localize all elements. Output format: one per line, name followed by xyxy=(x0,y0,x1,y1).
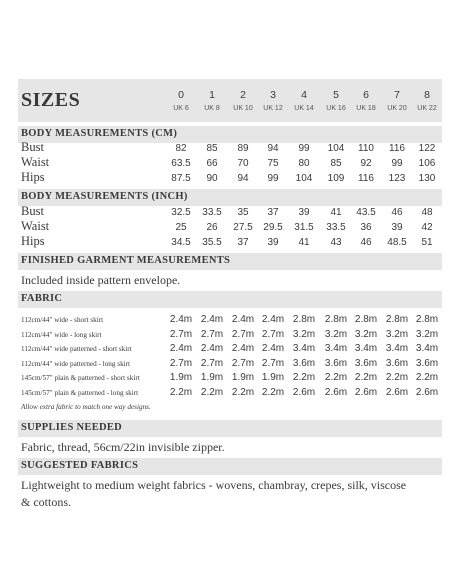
fabric-amount: 2.6m xyxy=(292,387,316,398)
size-number: 8 xyxy=(424,89,430,101)
measurement-label: Bust xyxy=(21,140,44,154)
measurement-value: 29.5 xyxy=(263,222,283,233)
section-suggested xyxy=(18,458,442,475)
fabric-amount: 2.2m xyxy=(354,372,378,384)
fabric-row-label: 145cm/57" plain & patterned - short skirt xyxy=(21,374,140,383)
fabric-amount: 2.2m xyxy=(415,372,439,384)
fabric-amount: 2.8m xyxy=(385,314,409,325)
measurement-value: 33.5 xyxy=(326,222,346,233)
measurement-value: 48 xyxy=(421,207,433,218)
fabric-amount: 1.9m xyxy=(231,372,255,384)
fabric-amount: 3.6m xyxy=(385,357,409,369)
fabric-amount: 3.2m xyxy=(324,328,348,340)
fabric-amount: 2.7m xyxy=(231,357,255,369)
size-uk-label: UK 6 xyxy=(173,105,189,112)
fabric-amount: 2.7m xyxy=(169,357,193,369)
size-uk-label: UK 16 xyxy=(326,105,346,112)
fabric-amount: 2.6m xyxy=(354,387,378,398)
fabric-amount: 2.4m xyxy=(261,343,285,355)
measurement-value: 34.5 xyxy=(171,237,191,248)
fabric-amount: 2.6m xyxy=(415,387,439,398)
measurement-value: 122 xyxy=(418,143,436,154)
size-number: 7 xyxy=(394,89,400,101)
fabric-amount: 2.4m xyxy=(261,314,285,325)
fabric-amount: 3.2m xyxy=(415,328,439,340)
measurement-value: 63.5 xyxy=(171,158,191,169)
measurement-value: 89 xyxy=(237,143,249,154)
suggested-line-2: & cottons. xyxy=(21,495,71,509)
fabric-amount: 2.6m xyxy=(385,387,409,398)
fabric-amount: 3.4m xyxy=(292,343,316,355)
fabric-amount: 3.2m xyxy=(292,328,316,340)
measurement-value: 37 xyxy=(237,237,249,248)
sizes-header-band xyxy=(18,79,442,122)
measurement-value: 42 xyxy=(421,222,433,233)
measurement-value: 39 xyxy=(391,222,403,233)
size-uk-label: UK 10 xyxy=(233,105,253,112)
fabric-amount: 2.4m xyxy=(231,314,255,325)
measurement-value: 94 xyxy=(237,173,249,184)
measurement-value: 130 xyxy=(418,173,436,184)
size-uk-label: UK 22 xyxy=(417,105,437,112)
section-heading: BODY MEASUREMENTS (INCH) xyxy=(21,191,188,202)
measurement-value: 94 xyxy=(267,143,279,154)
measurement-value: 80 xyxy=(298,158,310,169)
fabric-amount: 2.2m xyxy=(261,387,285,398)
fabric-amount: 3.6m xyxy=(415,357,439,369)
fabric-amount: 2.4m xyxy=(169,343,193,355)
measurement-value: 99 xyxy=(391,158,403,169)
measurement-label: Hips xyxy=(21,170,45,184)
sizes-title: SIZES xyxy=(21,89,81,111)
size-uk-label: UK 12 xyxy=(263,105,283,112)
fabric-amount: 2.4m xyxy=(169,314,193,325)
measurement-value: 32.5 xyxy=(171,207,191,218)
fabric-amount: 2.8m xyxy=(354,314,378,325)
measurement-value: 85 xyxy=(330,158,342,169)
fabric-amount: 2.2m xyxy=(200,387,224,398)
measurement-value: 109 xyxy=(327,173,345,184)
measurement-label: Waist xyxy=(21,219,50,233)
fabric-amount: 2.7m xyxy=(200,357,224,369)
section-heading: FABRIC xyxy=(21,293,63,304)
fabric-amount: 2.6m xyxy=(324,387,348,398)
measurement-value: 123 xyxy=(388,173,406,184)
measurement-value: 25 xyxy=(175,222,187,233)
fabric-amount: 1.9m xyxy=(261,372,285,384)
fabric-amount: 2.4m xyxy=(200,343,224,355)
measurement-value: 35.5 xyxy=(202,237,222,248)
fabric-amount: 1.9m xyxy=(169,372,193,384)
size-number: 2 xyxy=(240,89,246,101)
size-uk-label: UK 8 xyxy=(204,105,220,112)
size-number: 5 xyxy=(333,89,339,101)
measurement-value: 106 xyxy=(418,158,436,169)
section-supplies xyxy=(18,420,442,437)
suggested-line-1: Lightweight to medium weight fabrics - wovens, chambray, crepes, silk, viscose xyxy=(21,478,407,492)
measurement-value: 116 xyxy=(358,173,374,184)
fabric-row-label: 112cm/44" wide - short skirt xyxy=(21,316,104,324)
fabric-amount: 3.6m xyxy=(354,357,378,369)
measurement-value: 43.5 xyxy=(356,207,376,218)
fabric-row-label: 112cm/44" wide - long skirt xyxy=(21,330,102,339)
measurement-value: 27.5 xyxy=(233,222,253,233)
fabric-amount: 3.4m xyxy=(415,343,439,355)
measurement-value: 35 xyxy=(237,207,249,218)
measurement-value: 87.5 xyxy=(171,173,191,184)
measurement-label: Bust xyxy=(21,204,44,218)
measurement-value: 46 xyxy=(360,237,372,248)
measurement-value: 37 xyxy=(267,207,279,218)
measurement-value: 104 xyxy=(295,173,313,184)
section-heading: SUGGESTED FABRICS xyxy=(21,460,139,471)
fabric-amount: 3.4m xyxy=(385,343,409,355)
fabric-amount: 3.2m xyxy=(385,328,409,340)
measurement-value: 41 xyxy=(330,207,342,218)
measurement-value: 66 xyxy=(206,158,218,169)
fabric-amount: 2.8m xyxy=(292,314,316,325)
measurement-value: 75 xyxy=(267,158,279,169)
section-body-cm xyxy=(18,126,442,143)
fabric-amount: 2.2m xyxy=(385,372,409,384)
fabric-amount: 2.7m xyxy=(200,328,224,340)
fabric-amount: 2.7m xyxy=(261,328,285,340)
measurement-value: 70 xyxy=(237,158,249,169)
fabric-amount: 2.7m xyxy=(169,328,193,340)
fabric-amount: 2.2m xyxy=(169,387,193,398)
fabric-amount: 2.4m xyxy=(200,314,224,325)
measurement-value: 90 xyxy=(206,173,218,184)
fabric-amount: 2.8m xyxy=(324,314,348,325)
fabric-amount: 1.9m xyxy=(200,372,224,384)
measurement-value: 26 xyxy=(206,222,218,233)
fabric-row-label: 112cm/44" wide patterned - long skirt xyxy=(21,359,131,368)
fabric-amount: 2.2m xyxy=(324,372,348,384)
section-heading: FINISHED GARMENT MEASUREMENTS xyxy=(21,255,231,266)
measurement-value: 31.5 xyxy=(294,222,314,233)
measurement-value: 51 xyxy=(421,237,433,248)
measurement-value: 39 xyxy=(298,207,310,218)
measurement-value: 33.5 xyxy=(202,207,222,218)
size-number: 6 xyxy=(363,89,369,101)
measurement-label: Waist xyxy=(21,155,50,169)
measurement-label: Hips xyxy=(21,234,45,248)
measurement-value: 82 xyxy=(175,143,187,154)
measurement-value: 39 xyxy=(267,237,279,248)
measurement-value: 110 xyxy=(358,143,374,154)
measurement-value: 104 xyxy=(327,143,345,154)
fabric-amount: 2.7m xyxy=(231,328,255,340)
measurement-value: 43 xyxy=(330,237,342,248)
size-number: 3 xyxy=(270,89,276,101)
measurement-value: 46 xyxy=(391,207,403,218)
fabric-amount: 3.2m xyxy=(354,328,378,340)
section-fabric xyxy=(18,291,442,308)
fabric-amount: 3.4m xyxy=(324,343,348,355)
fabric-row-label: 145cm/57" plain & patterned - long skirt xyxy=(21,389,139,397)
measurement-value: 99 xyxy=(267,173,279,184)
fabric-amount: 3.6m xyxy=(324,357,348,369)
fabric-amount: 2.4m xyxy=(231,343,255,355)
size-uk-label: UK 18 xyxy=(356,105,376,112)
size-uk-label: UK 20 xyxy=(387,105,407,112)
supplies-text: Fabric, thread, 56cm/22in invisible zipper. xyxy=(21,440,225,454)
fabric-amount: 3.4m xyxy=(354,343,378,355)
fabric-amount: 2.8m xyxy=(415,314,439,325)
measurement-value: 116 xyxy=(389,143,405,154)
measurement-value: 48.5 xyxy=(387,237,407,248)
measurement-value: 41 xyxy=(298,237,310,248)
fabric-amount: 3.6m xyxy=(292,357,316,369)
measurement-value: 85 xyxy=(206,143,218,154)
fabric-amount: 2.2m xyxy=(292,372,316,384)
fabric-row-label: 112cm/44" wide patterned - short skirt xyxy=(21,345,132,354)
measurement-value: 99 xyxy=(298,143,310,154)
section-heading: BODY MEASUREMENTS (CM) xyxy=(21,128,178,139)
size-number: 4 xyxy=(301,89,307,101)
fabric-amount: 2.7m xyxy=(261,357,285,369)
fabric-amount: 2.2m xyxy=(231,387,255,398)
size-uk-label: UK 14 xyxy=(294,105,314,112)
finished-text: Included inside pattern envelope. xyxy=(21,273,181,287)
measurement-value: 92 xyxy=(360,158,372,169)
size-number: 1 xyxy=(209,89,215,101)
section-heading: SUPPLIES NEEDED xyxy=(21,422,123,433)
fabric-note: Allow extra fabric to match one way designs. xyxy=(21,403,151,411)
size-number: 0 xyxy=(178,89,184,101)
section-finished xyxy=(18,253,442,270)
section-body-inch xyxy=(18,189,442,206)
measurement-value: 36 xyxy=(360,222,372,233)
